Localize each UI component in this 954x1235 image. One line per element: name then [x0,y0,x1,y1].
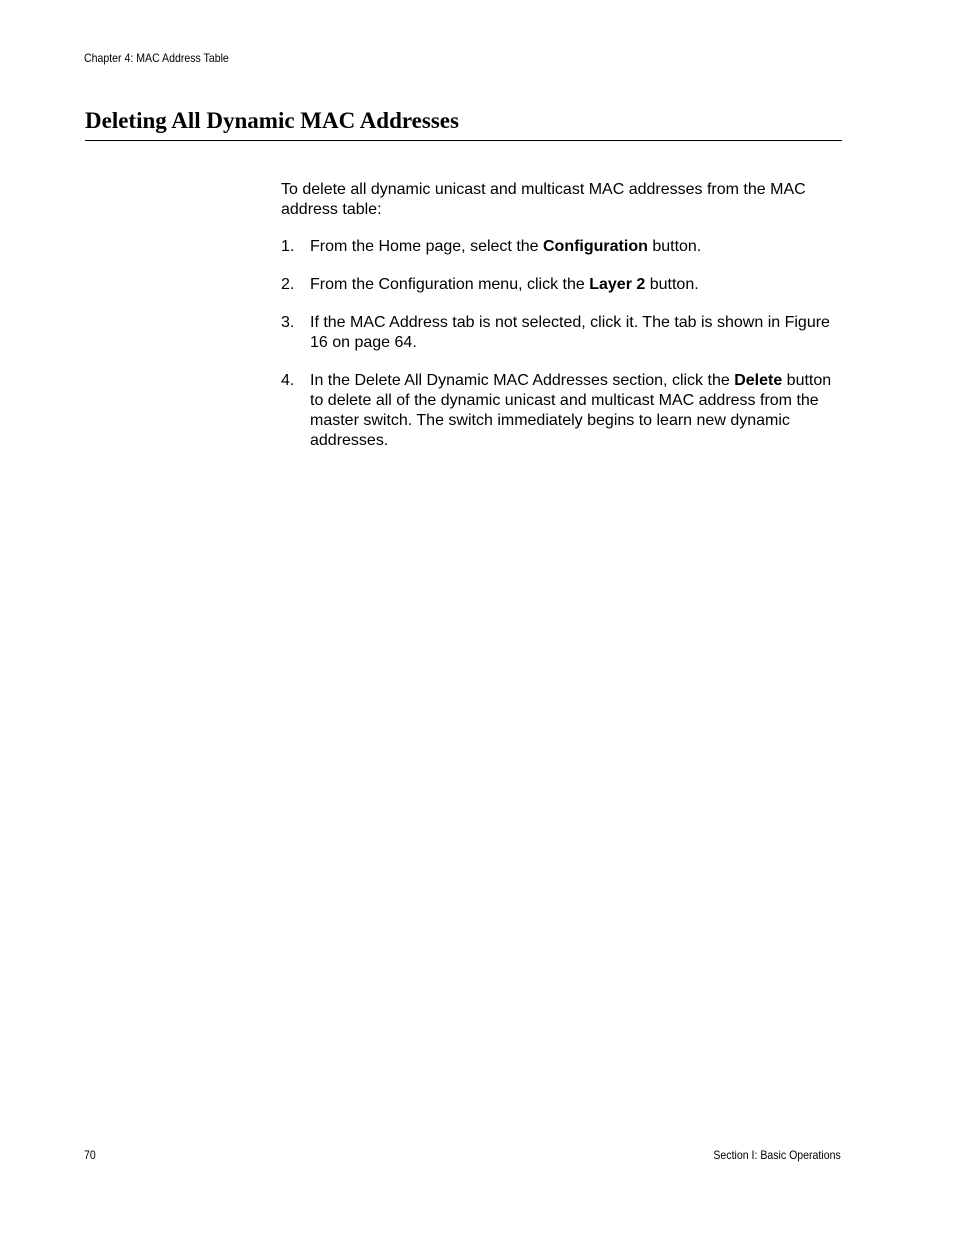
step-text: If the MAC Address tab is not selected, click it. The tab is shown in Figure 16 on page 64. [310,314,830,351]
step-1 [281,237,846,257]
procedure-steps [281,237,846,469]
footer-section-title: Section I: Basic Operations [713,1148,841,1162]
step-number: 4. [281,372,295,389]
step-text: From the Home page, select the [310,238,543,255]
step-emphasis: Layer 2 [589,276,646,293]
step-3 [281,313,846,353]
step-2 [281,275,846,295]
step-number: 1. [281,238,295,255]
step-4 [281,371,846,451]
intro-paragraph: To delete all dynamic unicast and multicast MAC addresses from the MAC address table: [281,181,806,218]
step-number: 2. [281,276,295,293]
step-text: From the Configuration menu, click the [310,276,590,293]
step-emphasis: Delete [734,372,783,389]
section-title: Deleting All Dynamic MAC Addresses [85,107,842,141]
step-text: In the Delete All Dynamic MAC Addresses section, click the [310,372,735,389]
running-header: Chapter 4: MAC Address Table [84,51,229,65]
step-emphasis: Configuration [543,238,648,255]
step-number: 3. [281,314,295,331]
page-number: 70 [84,1148,96,1162]
step-text-end: button. [647,238,702,255]
step-text-end: button to delete all of the dynamic unicast and multicast MAC address from the master switch. The switch immediately begins to learn new dynamic addresses. [310,372,832,449]
step-text-end: button. [645,276,699,293]
